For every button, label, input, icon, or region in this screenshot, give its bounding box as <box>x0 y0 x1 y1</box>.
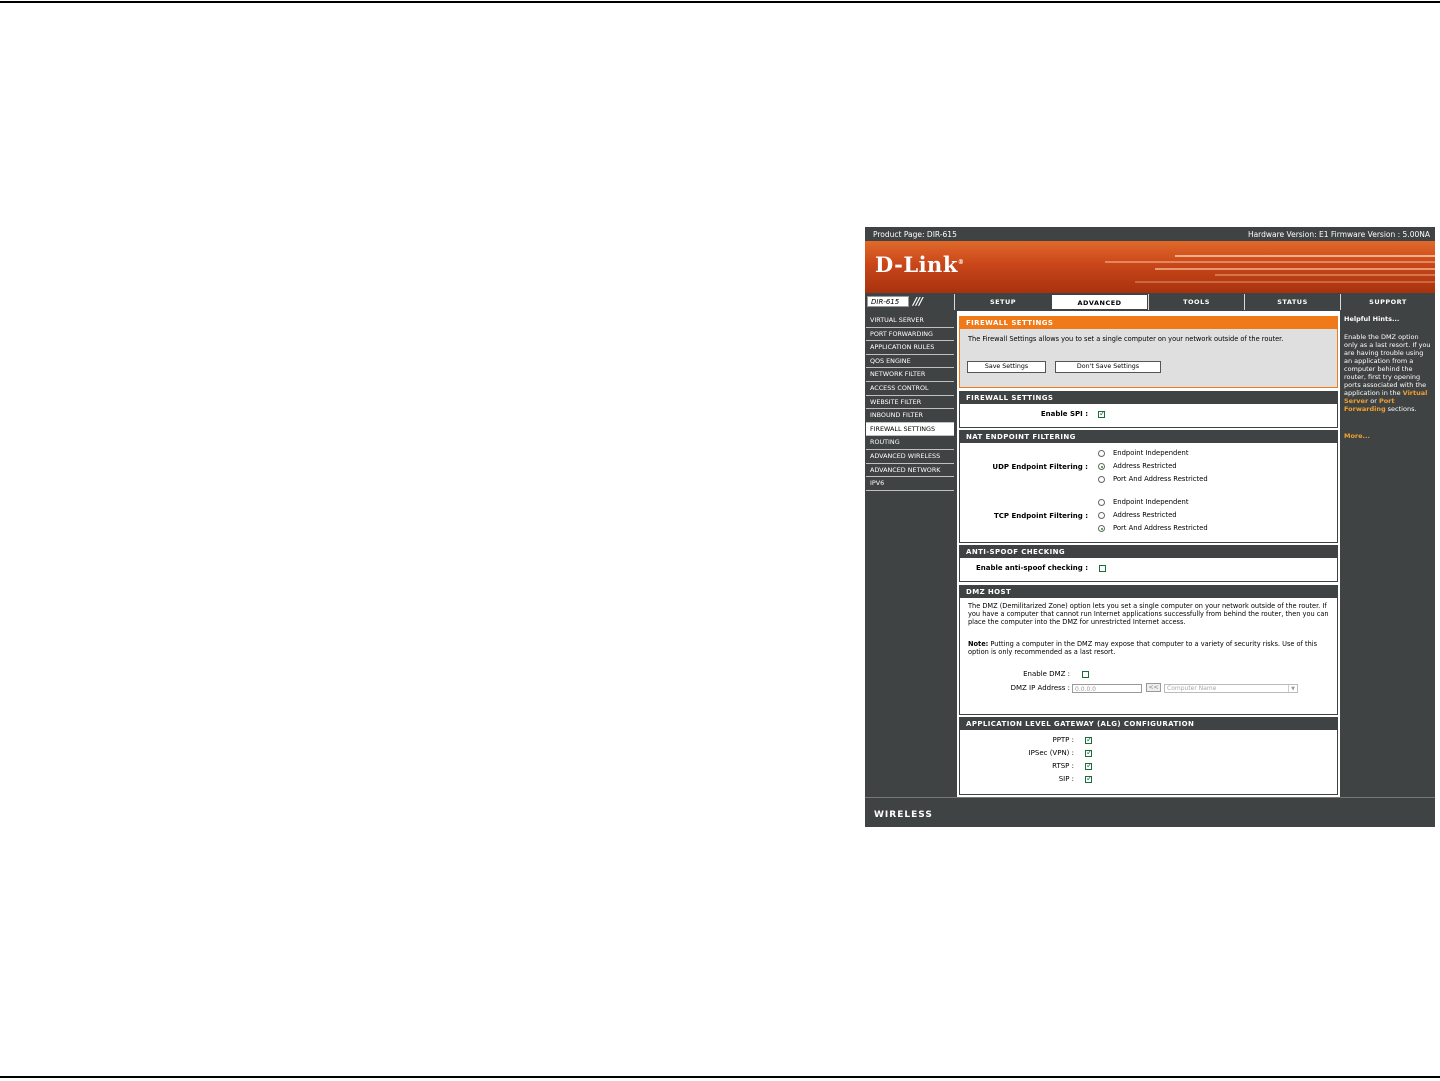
sidebar <box>865 311 955 797</box>
alg-title: APPLICATION LEVEL GATEWAY (ALG) CONFIGURATION <box>960 718 1337 730</box>
anti-spoof-title: ANTI-SPOOF CHECKING <box>960 546 1337 558</box>
tcp-filtering-label: TCP Endpoint Filtering : <box>994 512 1088 520</box>
sidebar-item-website-filter[interactable]: WEBSITE FILTER <box>866 396 954 410</box>
dlink-logo: D-Link® <box>875 252 965 277</box>
tcp-option-label: Address Restricted <box>1113 511 1177 519</box>
sidebar-item-ipv6[interactable]: IPV6 <box>866 477 954 491</box>
hints-panel <box>1341 311 1435 797</box>
top-info-bar <box>865 227 1435 241</box>
more-hints-link[interactable]: More... <box>1344 432 1370 440</box>
udp-option-label: Endpoint Independent <box>1113 449 1189 457</box>
firewall-settings-title: FIREWALL SETTINGS <box>960 392 1337 404</box>
tcp-endpoint-independent-radio[interactable] <box>1098 499 1105 506</box>
pptp-checkbox[interactable] <box>1085 737 1092 744</box>
computer-name-select[interactable]: Computer Name ▼ <box>1164 684 1298 693</box>
top-rule <box>0 1 1440 3</box>
sidebar-item-port-forwarding[interactable]: PORT FORWARDING <box>866 328 954 342</box>
dmz-ip-label: DMZ IP Address : <box>1010 684 1070 692</box>
pptp-label: PPTP : <box>1052 736 1074 744</box>
bottom-rule <box>0 1076 1440 1078</box>
virtual-server-link[interactable]: Virtual Server <box>1344 389 1428 405</box>
sidebar-item-advanced-network[interactable]: ADVANCED NETWORK <box>866 464 954 478</box>
tcp-port-address-restricted-radio[interactable] <box>1098 525 1105 532</box>
intro-title: FIREWALL SETTINGS <box>960 317 1337 329</box>
chevron-down-icon: ▼ <box>1288 685 1297 692</box>
main-content <box>957 311 1340 797</box>
tcp-address-restricted-radio[interactable] <box>1098 512 1105 519</box>
ipsec-checkbox[interactable] <box>1085 750 1092 757</box>
product-page-label[interactable]: Product Page: DIR-615 <box>873 230 957 239</box>
sidebar-item-firewall-settings[interactable]: FIREWALL SETTINGS <box>866 423 954 437</box>
udp-option-label: Address Restricted <box>1113 462 1177 470</box>
udp-port-address-restricted-radio[interactable] <box>1098 476 1105 483</box>
version-info: Hardware Version: E1 Firmware Version : 5.00NA <box>1247 230 1430 239</box>
sidebar-item-network-filter[interactable]: NETWORK FILTER <box>866 368 954 382</box>
model-badge <box>865 294 953 310</box>
sidebar-item-access-control[interactable]: ACCESS CONTROL <box>866 382 954 396</box>
anti-spoof-checkbox[interactable] <box>1099 565 1106 572</box>
footer-bar <box>865 797 1435 827</box>
sidebar-item-qos-engine[interactable]: QOS ENGINE <box>866 355 954 369</box>
firewall-settings-section <box>959 391 1338 428</box>
save-settings-button[interactable]: Save Settings <box>967 361 1046 373</box>
router-admin-screenshot <box>865 227 1435 827</box>
model-label: DIR-615 <box>867 296 909 307</box>
anti-spoof-label: Enable anti-spoof checking : <box>975 564 1088 572</box>
anti-spoof-section <box>959 545 1338 582</box>
hints-text: Enable the DMZ option only as a last resort. If you are having trouble using an application from a computer behind the router, first try opening ports associated with the application in the Virtual Server or Port Forwarding sections. <box>1344 333 1431 413</box>
dmz-note: Note: Putting a computer in the DMZ may expose that computer to a variety of security risks. Use of this option is only recommended as a last resort. <box>968 640 1318 656</box>
copy-computer-button[interactable]: << <box>1146 683 1161 692</box>
sidebar-item-virtual-server[interactable]: VIRTUAL SERVER <box>866 314 954 328</box>
wireless-footer-label: WIRELESS <box>874 810 933 820</box>
brand-banner <box>865 241 1435 293</box>
hints-title: Helpful Hints... <box>1344 315 1400 323</box>
tcp-option-label: Port And Address Restricted <box>1113 524 1208 532</box>
tab-setup[interactable]: SETUP <box>954 294 1051 310</box>
tab-support[interactable]: SUPPORT <box>1340 294 1435 310</box>
udp-address-restricted-radio[interactable] <box>1098 463 1105 470</box>
nat-endpoint-title: NAT ENDPOINT FILTERING <box>960 431 1337 443</box>
sidebar-item-routing[interactable]: ROUTING <box>866 436 954 450</box>
dmz-description: The DMZ (Demilitarized Zone) option lets you set a single computer on your network outside of the router. If you have a computer that cannot run Internet applications successfully from behind the router, then you can place the computer into the DMZ for unrestricted Internet access. <box>968 602 1329 626</box>
enable-dmz-checkbox[interactable] <box>1082 671 1089 678</box>
rtsp-label: RTSP : <box>1052 762 1074 770</box>
dmz-ip-input[interactable]: 0.0.0.0 <box>1072 684 1142 693</box>
udp-option-label: Port And Address Restricted <box>1113 475 1208 483</box>
port-forwarding-link[interactable]: Port Forwarding <box>1344 397 1395 413</box>
nat-endpoint-section <box>959 430 1338 543</box>
tcp-option-label: Endpoint Independent <box>1113 498 1189 506</box>
alg-section <box>959 717 1338 795</box>
udp-filtering-label: UDP Endpoint Filtering : <box>992 463 1088 471</box>
sidebar-item-application-rules[interactable]: APPLICATION RULES <box>866 341 954 355</box>
dmz-host-title: DMZ HOST <box>960 586 1337 598</box>
sip-label: SIP : <box>1058 775 1074 783</box>
tab-status[interactable]: STATUS <box>1244 294 1340 310</box>
sidebar-item-advanced-wireless[interactable]: ADVANCED WIRELESS <box>866 450 954 464</box>
sip-checkbox[interactable] <box>1085 776 1092 783</box>
enable-spi-checkbox[interactable] <box>1098 411 1105 418</box>
intro-text: The Firewall Settings allows you to set a single computer on your network outside of the router. <box>968 335 1284 343</box>
tab-tools[interactable]: TOOLS <box>1148 294 1244 310</box>
enable-spi-label: Enable SPI : <box>1040 410 1088 418</box>
sidebar-item-inbound-filter[interactable]: INBOUND FILTER <box>866 409 954 423</box>
rtsp-checkbox[interactable] <box>1085 763 1092 770</box>
udp-endpoint-independent-radio[interactable] <box>1098 450 1105 457</box>
ipsec-label: IPSec (VPN) : <box>1028 749 1074 757</box>
enable-dmz-label: Enable DMZ : <box>1023 670 1070 678</box>
main-tabs <box>865 294 1435 310</box>
tab-advanced[interactable]: ADVANCED <box>1051 294 1148 310</box>
intro-section <box>959 316 1338 388</box>
dmz-host-section <box>959 585 1338 715</box>
dont-save-settings-button[interactable]: Don't Save Settings <box>1055 361 1161 373</box>
model-slashes: /// <box>913 295 923 308</box>
